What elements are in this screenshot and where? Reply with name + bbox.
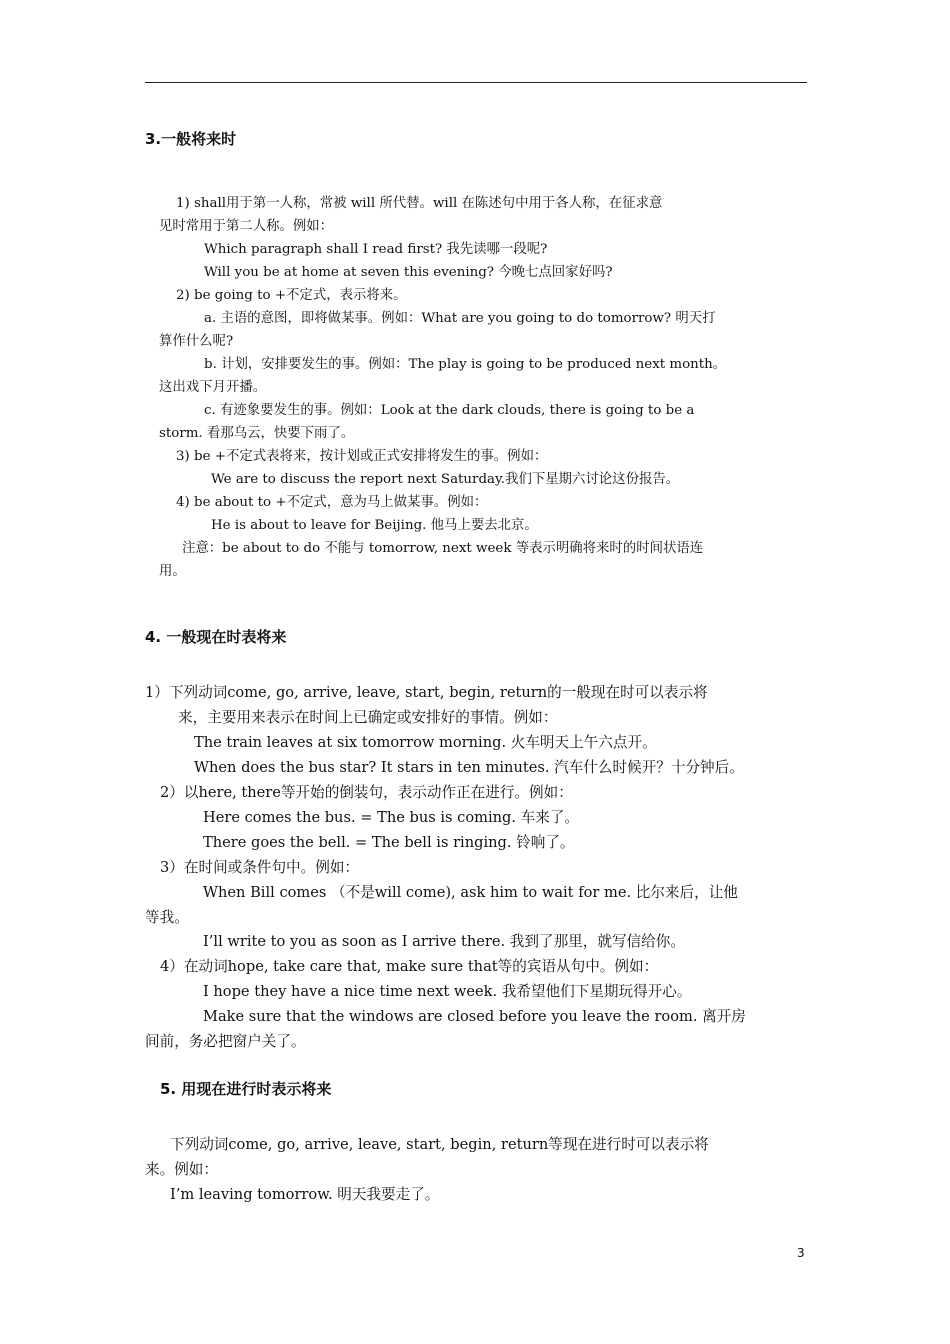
s3-line-15: He is about to leave for Beijing. 他马上要去北京。 bbox=[211, 518, 538, 533]
s4-line-3: The train leaves at six tomorrow morning. 火车明天上午六点开。 bbox=[194, 734, 657, 751]
s3-line-12: 3) be +不定式表将来，按计划或正式安排将发生的事。例如： bbox=[176, 449, 548, 464]
s4-line-9: When Bill comes （不是will come), ask him to wait for me. 比尔来后，让他 bbox=[203, 884, 738, 901]
s5-line-3: I’m leaving tomorrow. 明天我要走了。 bbox=[170, 1186, 440, 1203]
s3-line-17: 用。 bbox=[159, 564, 186, 579]
s4-line-6: Here comes the bus. = The bus is coming. 车来了。 bbox=[203, 809, 580, 826]
section-5-title: 5. 用现在进行时表示将来 bbox=[160, 1080, 332, 1098]
s3-line-5: 2) be going to +不定式，表示将来。 bbox=[176, 288, 407, 303]
s3-line-11: storm. 看那乌云，快要下雨了。 bbox=[159, 426, 355, 441]
s3-line-6: a. 主语的意图，即将做某事。例如：What are you going to do tomorrow? 明天打 bbox=[204, 311, 716, 326]
s3-line-4: Will you be at home at seven this evening? 今晚七点回家好吗? bbox=[204, 265, 613, 280]
s3-line-10: c. 有迹象要发生的事。例如：Look at the dark clouds, there is going to be a bbox=[204, 403, 695, 418]
s4-line-2: 来，主要用来表示在时间上已确定或安排好的事情。例如： bbox=[178, 709, 558, 726]
page-number: 3 bbox=[797, 1246, 805, 1260]
s4-line-7: There goes the bell. = The bell is ringing. 铃响了。 bbox=[203, 834, 575, 851]
s4-line-12: 4）在动词hope, take care that, make sure that等的宾语从句中。例如： bbox=[160, 958, 659, 975]
s4-line-4: When does the bus star? It stars in ten minutes. 汽车什么时候开？十分钟后。 bbox=[194, 759, 744, 776]
s3-line-3: Which paragraph shall I read first? 我先读哪一段呢? bbox=[204, 242, 548, 257]
s5-line-2: 来。例如： bbox=[145, 1161, 218, 1178]
s3-line-1: 1) shall用于第一人称，常被 will 所代替。will 在陈述句中用于各人称，在征求意 bbox=[176, 196, 663, 211]
s4-line-1: 1）下列动词come, go, arrive, leave, start, begin, return的一般现在时可以表示将 bbox=[145, 684, 708, 701]
s3-line-2: 见时常用于第二人称。例如： bbox=[159, 219, 334, 234]
s3-line-13: We are to discuss the report next Saturday.我们下星期六讨论这份报告。 bbox=[211, 472, 680, 487]
header-rule bbox=[145, 82, 807, 83]
s4-line-5: 2）以here, there等开始的倒装句，表示动作正在进行。例如： bbox=[160, 784, 573, 801]
s3-line-7: 算作什么呢? bbox=[159, 334, 234, 349]
s3-line-9: 这出戏下月开播。 bbox=[159, 380, 267, 395]
s3-line-8: b. 计划，安排要发生的事。例如：The play is going to be produced next month。 bbox=[204, 357, 727, 372]
s4-line-10: 等我。 bbox=[145, 909, 189, 926]
s4-line-11: I’ll write to you as soon as I arrive there. 我到了那里，就写信给你。 bbox=[203, 933, 685, 950]
section-3-title: 3.一般将来时 bbox=[145, 130, 237, 148]
s4-line-14: Make sure that the windows are closed before you leave the room. 离开房 bbox=[203, 1008, 746, 1025]
s5-line-1: 下列动词come, go, arrive, leave, start, begin, return等现在进行时可以表示将 bbox=[170, 1136, 709, 1153]
s3-line-16: 注意：be about to do 不能与 tomorrow, next week 等表示明确将来时的时间状语连 bbox=[182, 541, 704, 556]
s3-line-14: 4) be about to +不定式，意为马上做某事。例如： bbox=[176, 495, 488, 510]
s4-line-13: I hope they have a nice time next week. 我希望他们下星期玩得开心。 bbox=[203, 983, 692, 1000]
s4-line-8: 3）在时间或条件句中。例如： bbox=[160, 859, 360, 876]
s4-line-15: 间前，务必把窗户关了。 bbox=[145, 1033, 306, 1050]
section-4-title: 4. 一般现在时表将来 bbox=[145, 628, 287, 646]
